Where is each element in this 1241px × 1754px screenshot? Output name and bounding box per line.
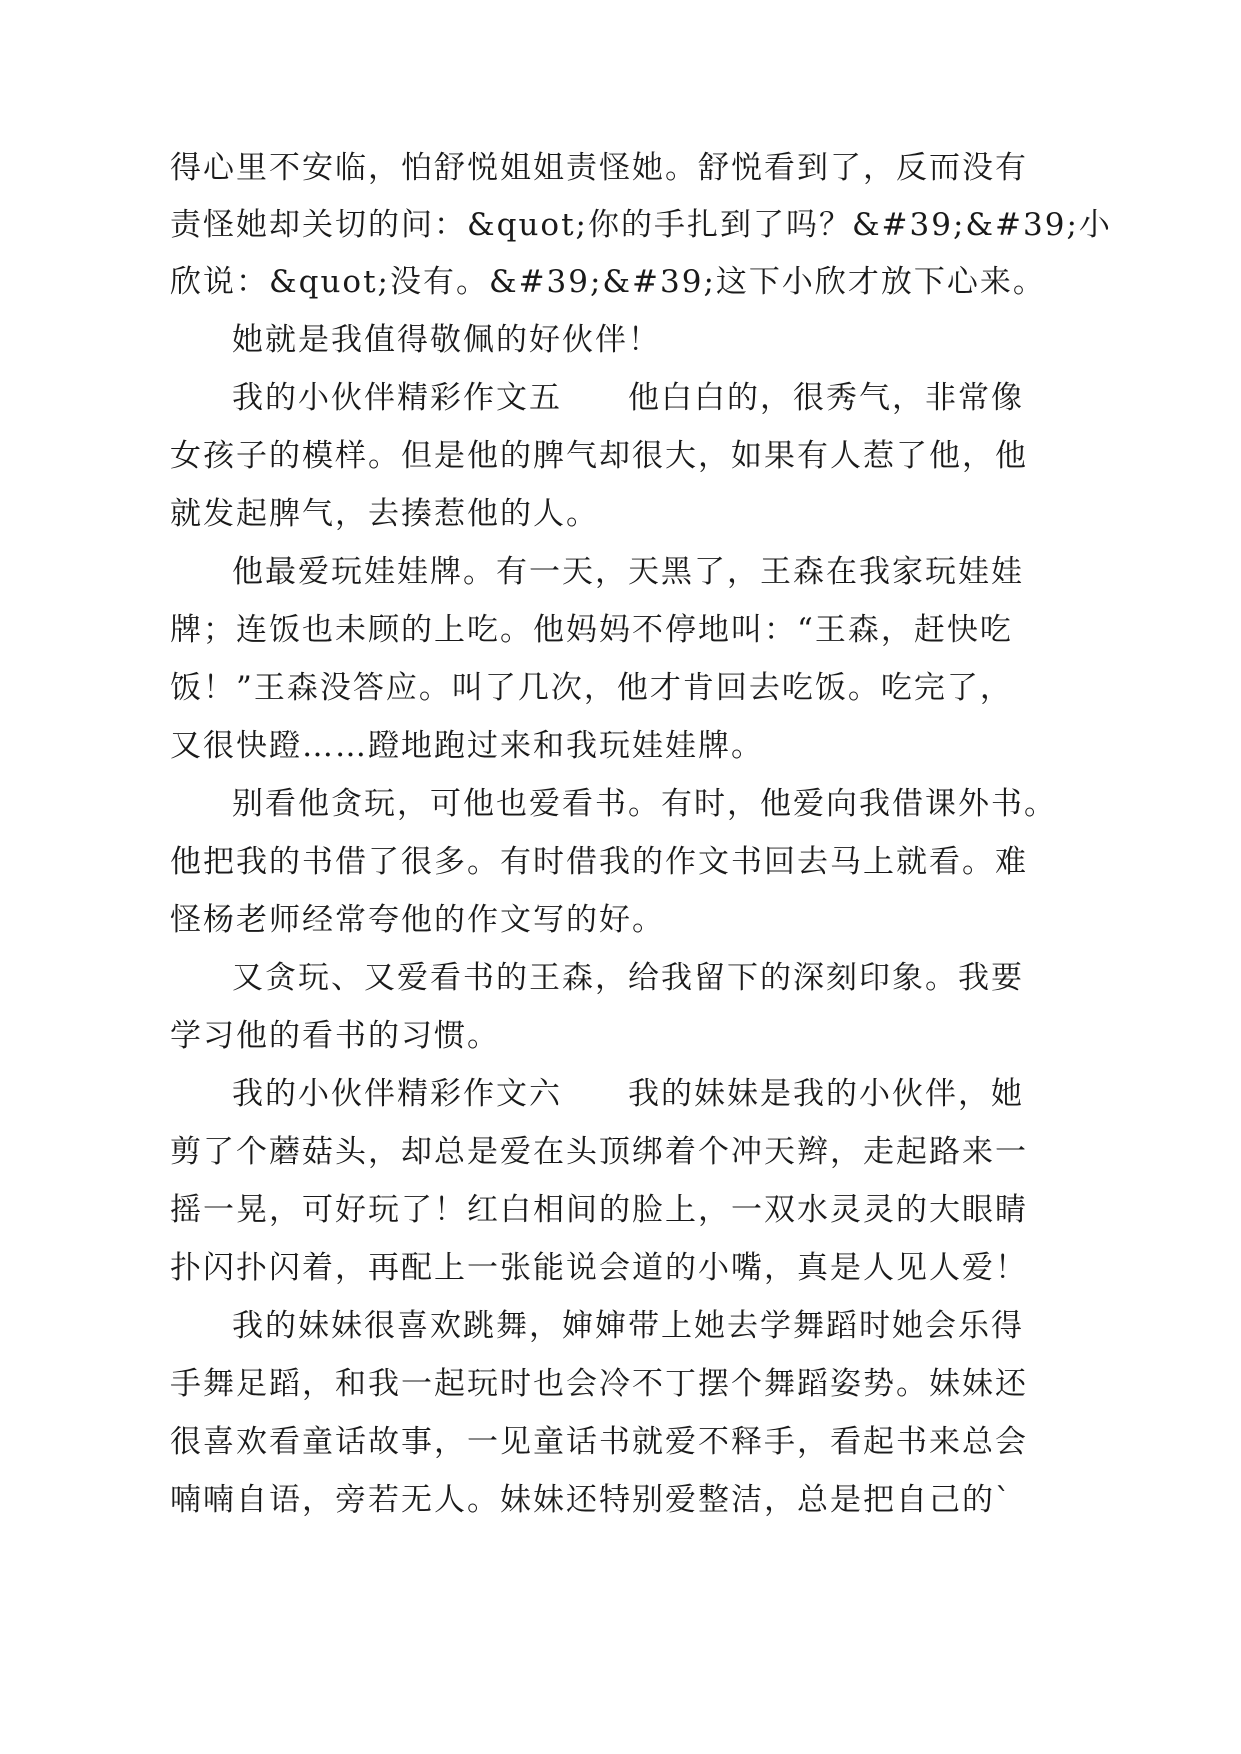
text-line-3: 欣说：&quot;没有。&#39;&#39;这下小欣才放下心来。: [170, 264, 1046, 300]
text-line-22: 手舞足蹈，和我一起玩时也会冷不丁摆个舞蹈姿势。妹妹还: [170, 1366, 1028, 1402]
text-line-9: 牌；连饭也未顾的上吃。他妈妈不停地叫：“王森，赶快吃: [170, 612, 1013, 648]
text-line-5: 我的小伙伴精彩作文五 他白白的，很秀气，非常像: [232, 380, 1024, 416]
text-line-6: 女孩子的模样。但是他的脾气却很大，如果有人惹了他，他: [170, 438, 1028, 474]
text-line-17: 我的小伙伴精彩作文六 我的妹妹是我的小伙伴，她: [232, 1076, 1024, 1112]
text-line-19: 摇一晃，可好玩了！红白相间的脸上，一双水灵灵的大眼睛: [170, 1192, 1028, 1228]
text-line-20: 扑闪扑闪着，再配上一张能说会道的小嘴，真是人见人爱！: [170, 1250, 1028, 1286]
text-line-13: 他把我的书借了很多。有时借我的作文书回去马上就看。难: [170, 844, 1028, 880]
text-line-2: 责怪她却关切的问：&quot;你的手扎到了吗？&#39;&#39;小: [170, 207, 1112, 243]
text-line-15: 又贪玩、又爱看书的王森，给我留下的深刻印象。我要: [232, 960, 1024, 996]
text-line-7: 就发起脾气，去揍惹他的人。: [170, 496, 599, 532]
text-line-12: 别看他贪玩，可他也爱看书。有时，他爱向我借课外书。: [232, 786, 1057, 822]
text-line-10: 饭！”王森没答应。叫了几次，他才肯回去吃饭。吃完了，: [170, 670, 1013, 706]
text-line-8: 他最爱玩娃娃牌。有一天，天黑了，王森在我家玩娃娃: [232, 554, 1024, 590]
text-line-23: 很喜欢看童话故事，一见童话书就爱不释手，看起书来总会: [170, 1424, 1028, 1460]
text-line-24: 喃喃自语，旁若无人。妹妹还特别爱整洁，总是把自己的`: [170, 1482, 1013, 1518]
text-line-14: 怪杨老师经常夸他的作文写的好。: [170, 902, 665, 938]
text-line-1: 得心里不安临，怕舒悦姐姐责怪她。舒悦看到了，反而没有: [170, 150, 1028, 186]
text-line-21: 我的妹妹很喜欢跳舞，婶婶带上她去学舞蹈时她会乐得: [232, 1308, 1024, 1344]
text-line-18: 剪了个蘑菇头，却总是爱在头顶绑着个冲天辫，走起路来一: [170, 1134, 1028, 1170]
text-line-4: 她就是我值得敬佩的好伙伴！: [232, 322, 661, 358]
text-line-16: 学习他的看书的习惯。: [170, 1018, 500, 1054]
text-line-11: 又很快蹬……蹬地跑过来和我玩娃娃牌。: [170, 728, 764, 764]
